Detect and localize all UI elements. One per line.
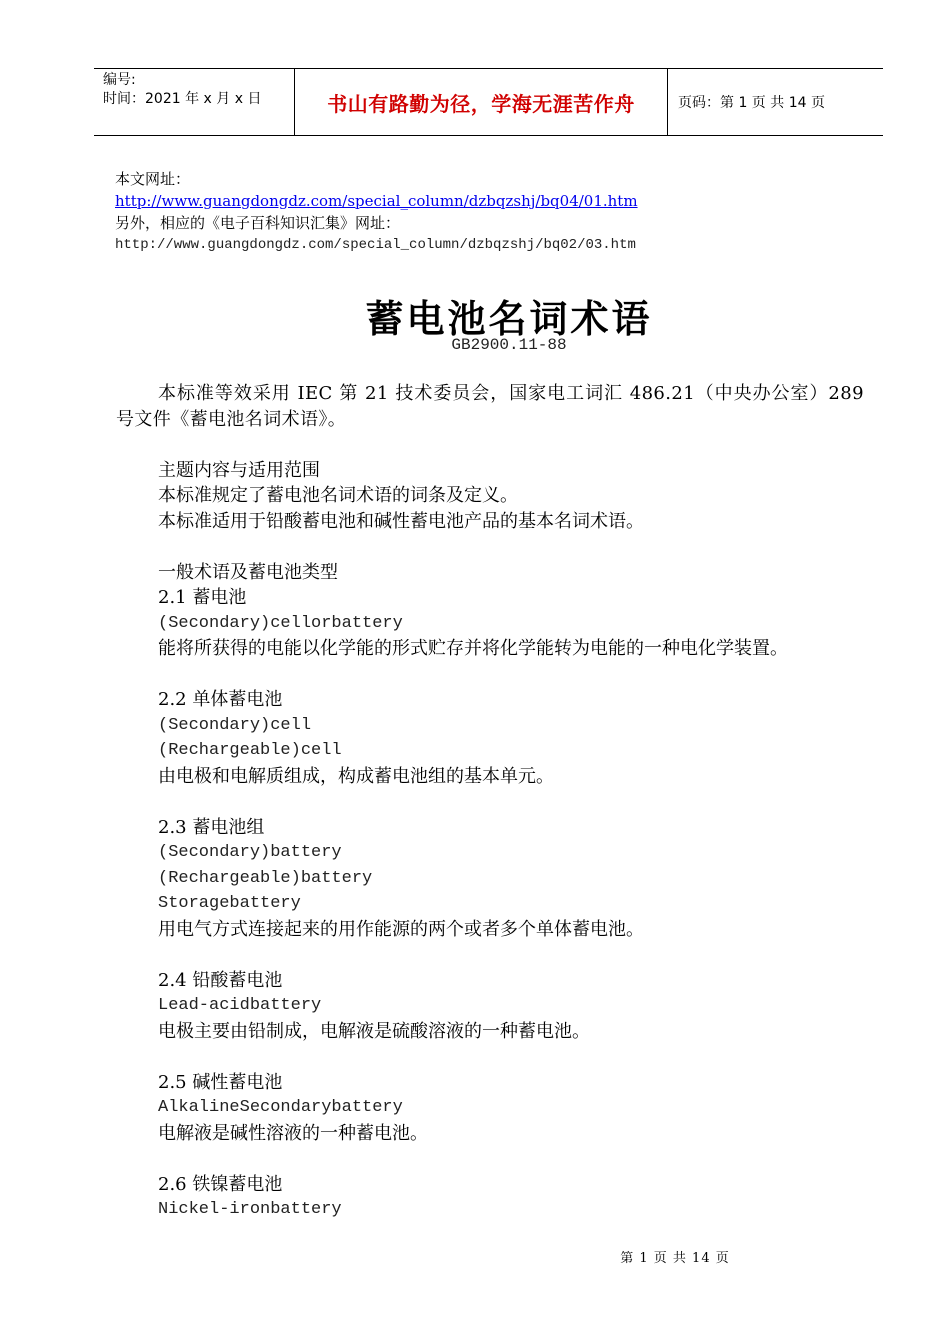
header-table xyxy=(94,68,883,136)
term-english: (Secondary)cell xyxy=(158,715,312,735)
page-footer: 第 1 页 共 14 页 xyxy=(620,1251,730,1266)
document-time: 时间：2021 年 x 月 x 日 xyxy=(103,91,262,107)
document-title: 蓄电池名词术语 xyxy=(365,297,653,341)
term-entry xyxy=(158,1172,864,1223)
term-definition: 由电极和电解质组成，构成蓄电池组的基本单元。 xyxy=(158,765,554,787)
scope-line-1: 本标准规定了蓄电池名词术语的词条及定义。 xyxy=(158,485,518,506)
term-english: (Secondary)cellorbattery xyxy=(158,613,403,633)
intro-paragraph: 本标准等效采用 IEC 第 21 技术委员会，国家电工词汇 486.21（中央办公室）289 号文件《蓄电池名词术语》。 xyxy=(116,383,864,430)
document-code: GB2900.11-88 xyxy=(451,336,567,354)
source-label: 本文网址： xyxy=(115,170,191,188)
header-page-info: 页码：第 1 页 共 14 页 xyxy=(678,95,825,111)
term-title: 2.4 铅酸蓄电池 xyxy=(158,969,283,991)
term-title: 2.5 碱性蓄电池 xyxy=(158,1071,283,1093)
header-meta-cell xyxy=(94,69,295,135)
scope-section xyxy=(116,458,864,1223)
term-english: (Secondary)battery xyxy=(158,843,342,862)
document-number-label: 编号: xyxy=(103,72,136,88)
term-entry xyxy=(158,815,864,943)
term-definition: 能将所获得的电能以化学能的形式贮存并将化学能转为电能的一种电化学装置。 xyxy=(158,638,788,659)
term-definition: 用电气方式连接起来的用作能源的两个或者多个单体蓄电池。 xyxy=(158,918,644,940)
header-motto: 书山有路勤为径，学海无涯苦作舟 xyxy=(295,69,668,135)
term-entry xyxy=(158,968,864,1045)
scope-heading: 主题内容与适用范围 xyxy=(158,459,320,481)
related-label: 另外，相应的《电子百科知识汇集》网址： xyxy=(115,214,401,232)
source-urls xyxy=(115,168,638,256)
source-url-link[interactable]: http://www.guangdongdz.com/special_column/dzbqzshj/bq04/01.htm xyxy=(115,192,638,210)
related-url: http://www.guangdongdz.com/special_column/dzbqzshj/bq02/03.htm xyxy=(115,237,636,253)
term-english: AlkalineSecondarybattery xyxy=(158,1098,403,1117)
term-title: 2.1 蓄电池 xyxy=(158,587,247,608)
term-definition: 电解液是碱性溶液的一种蓄电池。 xyxy=(158,1122,428,1144)
term-english: Lead-acidbattery xyxy=(158,996,322,1015)
term-entry xyxy=(158,1070,864,1147)
term-entry xyxy=(158,687,864,789)
scope-line-2: 本标准适用于铅酸蓄电池和碱性蓄电池产品的基本名词术语。 xyxy=(158,510,644,532)
term-english: (Rechargeable)cell xyxy=(158,741,342,760)
term-title: 2.2 单体蓄电池 xyxy=(158,689,283,710)
term-entry xyxy=(158,585,864,662)
term-definition: 电极主要由铅制成，电解液是硫酸溶液的一种蓄电池。 xyxy=(158,1020,590,1042)
general-heading: 一般术语及蓄电池类型 xyxy=(158,561,338,583)
term-title: 2.6 铁镍蓄电池 xyxy=(158,1173,283,1195)
term-english: (Rechargeable)battery xyxy=(158,868,373,888)
term-english: Storagebattery xyxy=(158,894,301,913)
term-title: 2.3 蓄电池组 xyxy=(158,816,265,838)
term-english: Nickel-ironbattery xyxy=(158,1200,342,1219)
document-body xyxy=(116,381,864,1223)
